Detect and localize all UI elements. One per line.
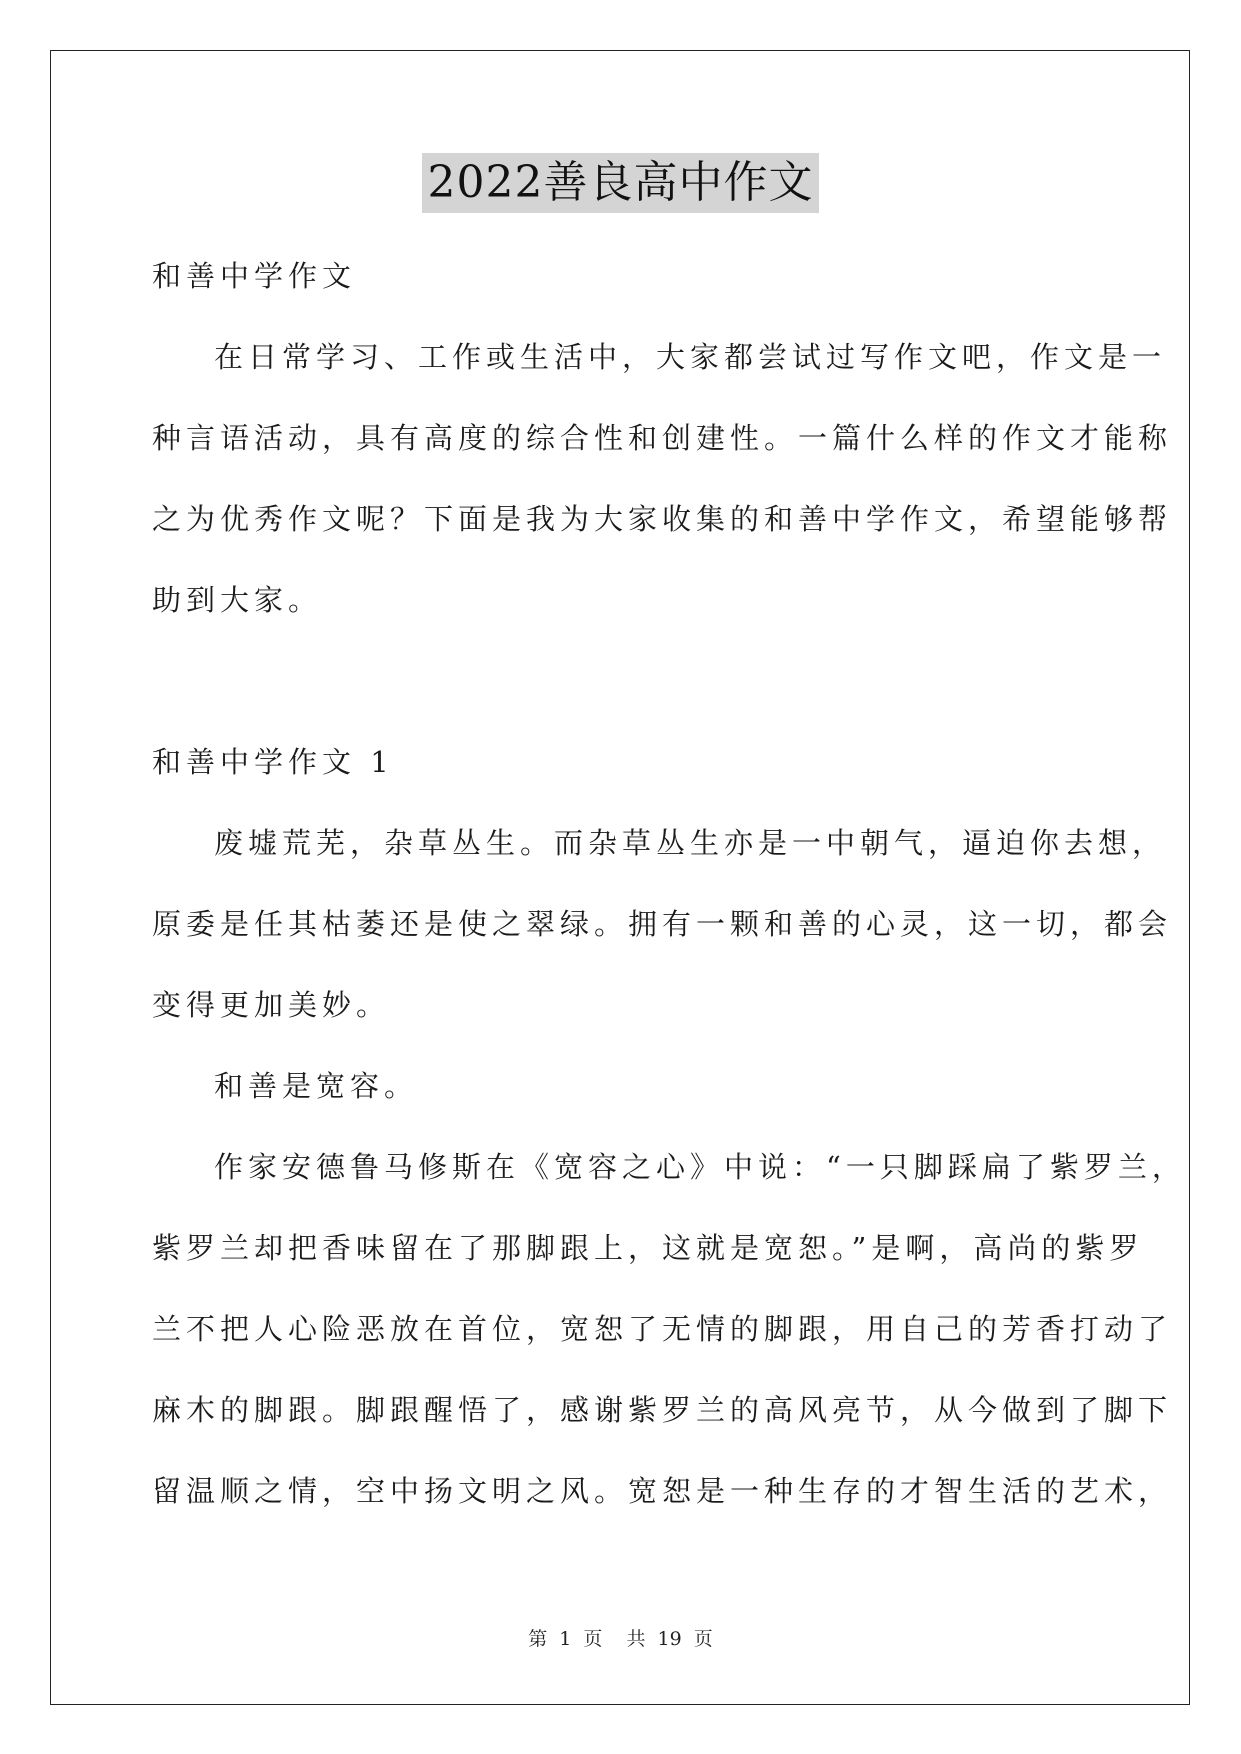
paragraph-gap bbox=[152, 641, 1092, 722]
document-title: 2022善良高中作文 bbox=[422, 153, 820, 213]
paragraph-line: 紫罗兰却把香味留在了那脚跟上，这就是宽恕。”是啊，高尚的紫罗 bbox=[152, 1231, 1144, 1265]
section-heading: 和善中学作文 bbox=[152, 259, 357, 293]
title-container bbox=[0, 153, 1241, 213]
paragraph-line: 原委是任其枯萎还是使之翠绿。拥有一颗和善的心灵，这一切，都会 bbox=[152, 907, 1173, 941]
page-footer bbox=[0, 1624, 1241, 1651]
paragraph-line: 助到大家。 bbox=[152, 583, 323, 617]
paragraph-line: 之为优秀作文呢？下面是我为大家收集的和善中学作文，希望能够帮 bbox=[152, 502, 1173, 536]
section-heading: 和善中学作文 1 bbox=[152, 745, 394, 779]
page-total: 共 19 页 bbox=[626, 1628, 713, 1650]
paragraph-line: 和善是宽容。 bbox=[214, 1069, 419, 1103]
paragraph-line: 作家安德鲁马修斯在《宽容之心》中说：“一只脚踩扁了紫罗兰， bbox=[214, 1150, 1186, 1184]
paragraph-line: 废墟荒芜，杂草丛生。而杂草丛生亦是一中朝气，逼迫你去想， bbox=[214, 826, 1167, 860]
paragraph-line: 在日常学习、工作或生活中，大家都尝试过写作文吧，作文是一 bbox=[214, 340, 1167, 374]
paragraph-line: 变得更加美妙。 bbox=[152, 988, 391, 1022]
paragraph-line: 麻木的脚跟。脚跟醒悟了，感谢紫罗兰的高风亮节，从今做到了脚下 bbox=[152, 1393, 1173, 1427]
paragraph-line: 留温顺之情，空中扬文明之风。宽恕是一种生存的才智生活的艺术， bbox=[152, 1474, 1173, 1508]
document-body bbox=[152, 236, 1186, 1532]
page-number: 第 1 页 bbox=[528, 1628, 603, 1650]
paragraph-line: 种言语活动，具有高度的综合性和创建性。一篇什么样的作文才能称 bbox=[152, 421, 1173, 455]
paragraph-line: 兰不把人心险恶放在首位，宽恕了无情的脚跟，用自己的芳香打动了 bbox=[152, 1312, 1173, 1346]
